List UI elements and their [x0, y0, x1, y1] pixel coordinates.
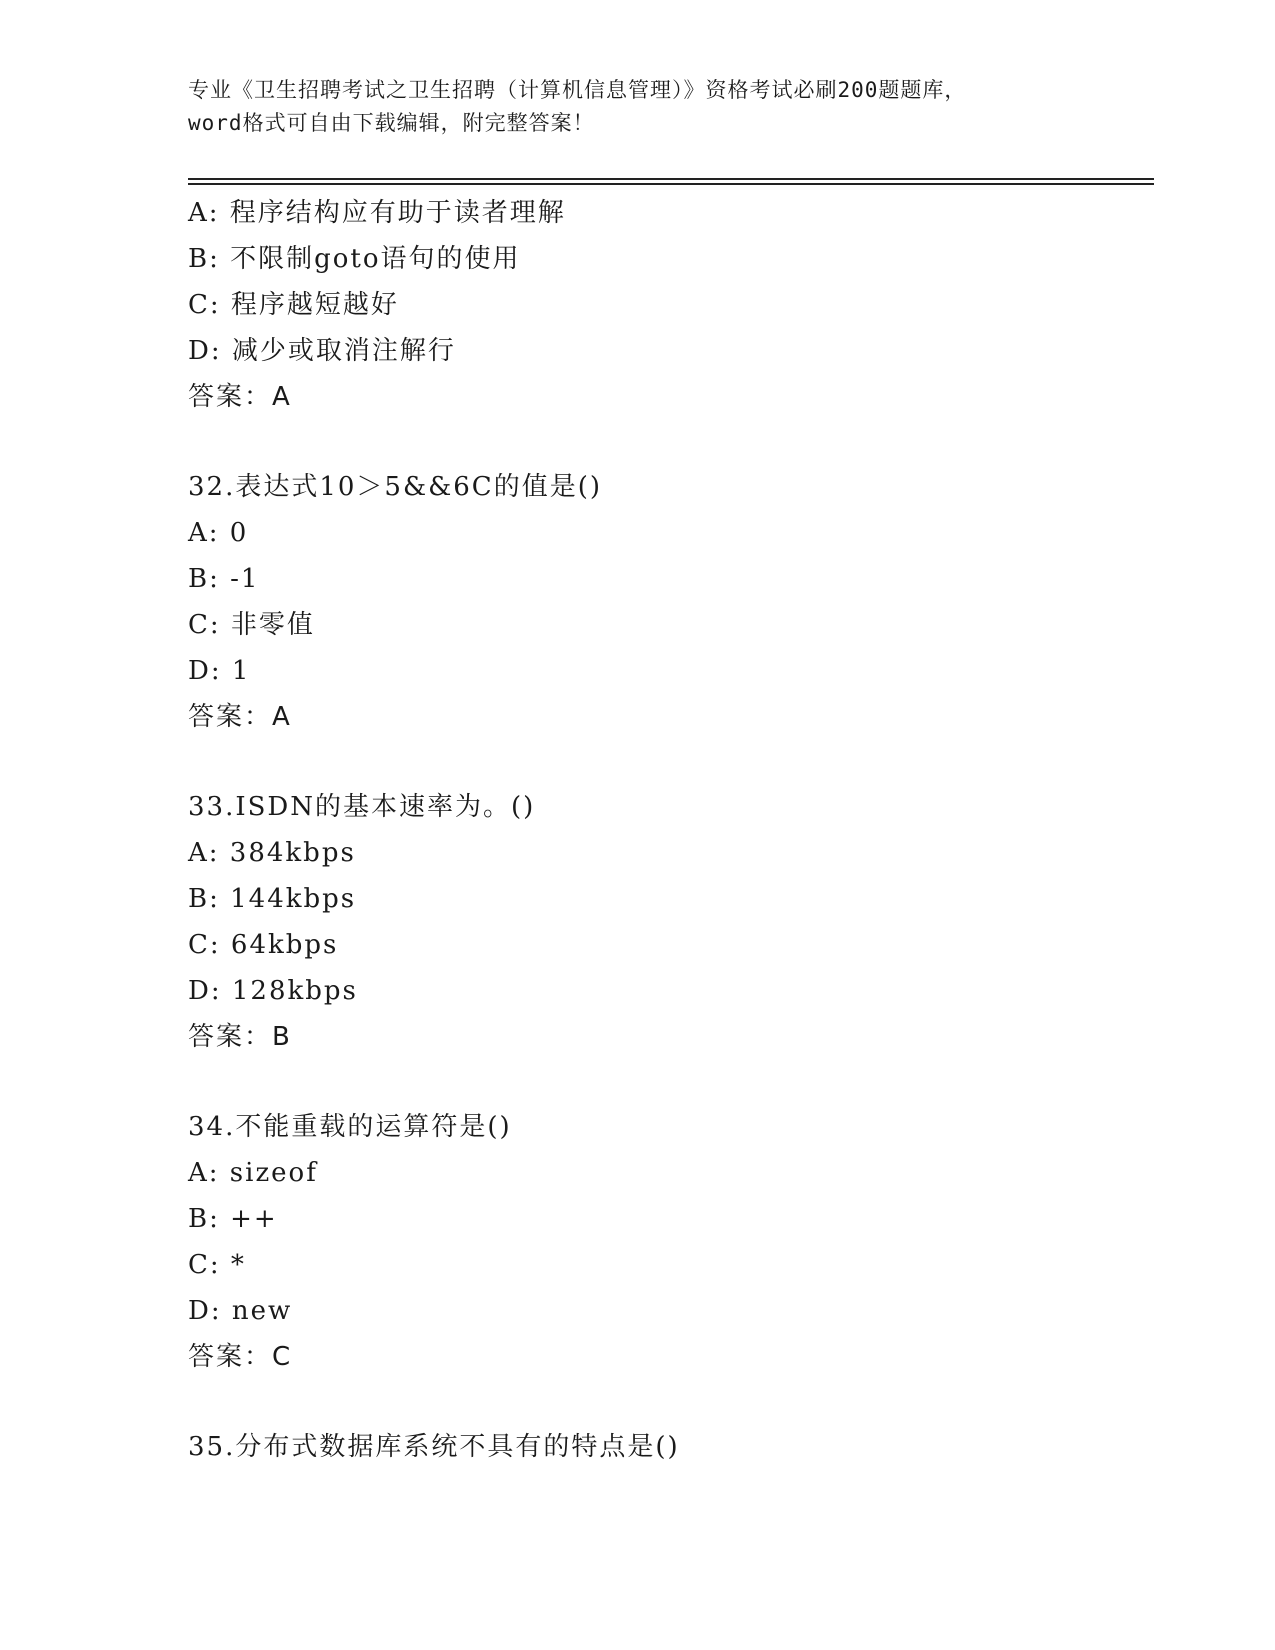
- option-b: B: -1: [188, 564, 260, 594]
- option-a: A: 384kbps: [188, 838, 356, 868]
- answer-label: 答案：: [188, 1022, 273, 1052]
- option-c: C: 程序越短越好: [188, 290, 399, 320]
- option-d: D: new: [188, 1296, 293, 1326]
- question-stem: 32.表达式10＞5&&6C的值是(): [188, 472, 602, 502]
- answer-value: A: [272, 382, 292, 412]
- question-33: [188, 784, 1148, 1060]
- answer-line: [188, 374, 1148, 420]
- answer-value: A: [272, 702, 292, 732]
- option-d: D: 1: [188, 656, 251, 686]
- question-stem: 33.ISDN的基本速率为。(): [188, 792, 536, 822]
- option-a: A: 0: [188, 518, 249, 548]
- header-divider-top: [188, 178, 1154, 180]
- question-stem: 34.不能重载的运算符是(): [188, 1112, 512, 1142]
- header-line-2: word格式可自由下载编辑，附完整答案！: [188, 111, 595, 135]
- answer-line: [188, 1334, 1148, 1380]
- document-header: [188, 74, 1088, 140]
- option-b: B: 不限制goto语句的使用: [188, 244, 521, 274]
- header-divider-bottom: [188, 183, 1154, 185]
- answer-value: C: [272, 1342, 293, 1372]
- answer-line: [188, 694, 1148, 740]
- question-35: [188, 1424, 1148, 1470]
- answer-line: [188, 1014, 1148, 1060]
- answer-label: 答案：: [188, 702, 273, 732]
- question-list: [188, 190, 1148, 1470]
- question-32: [188, 464, 1148, 740]
- question-31-continued: [188, 190, 1148, 420]
- option-d: D: 减少或取消注解行: [188, 336, 456, 366]
- answer-label: 答案：: [188, 382, 273, 412]
- option-c: C: 非零值: [188, 610, 315, 640]
- option-d: D: 128kbps: [188, 976, 358, 1006]
- option-b: B: 144kbps: [188, 884, 357, 914]
- option-b: B: ++: [188, 1204, 278, 1234]
- option-a: A: 程序结构应有助于读者理解: [188, 198, 566, 228]
- option-c: C: 64kbps: [188, 930, 339, 960]
- option-c: C: *: [188, 1250, 246, 1280]
- question-stem: 35.分布式数据库系统不具有的特点是(): [188, 1432, 680, 1462]
- answer-label: 答案：: [188, 1342, 273, 1372]
- header-line-1: 专业《卫生招聘考试之卫生招聘（计算机信息管理）》资格考试必刷200题题库，: [188, 78, 967, 102]
- option-a: A: sizeof: [188, 1158, 318, 1188]
- question-34: [188, 1104, 1148, 1380]
- answer-value: B: [272, 1022, 292, 1052]
